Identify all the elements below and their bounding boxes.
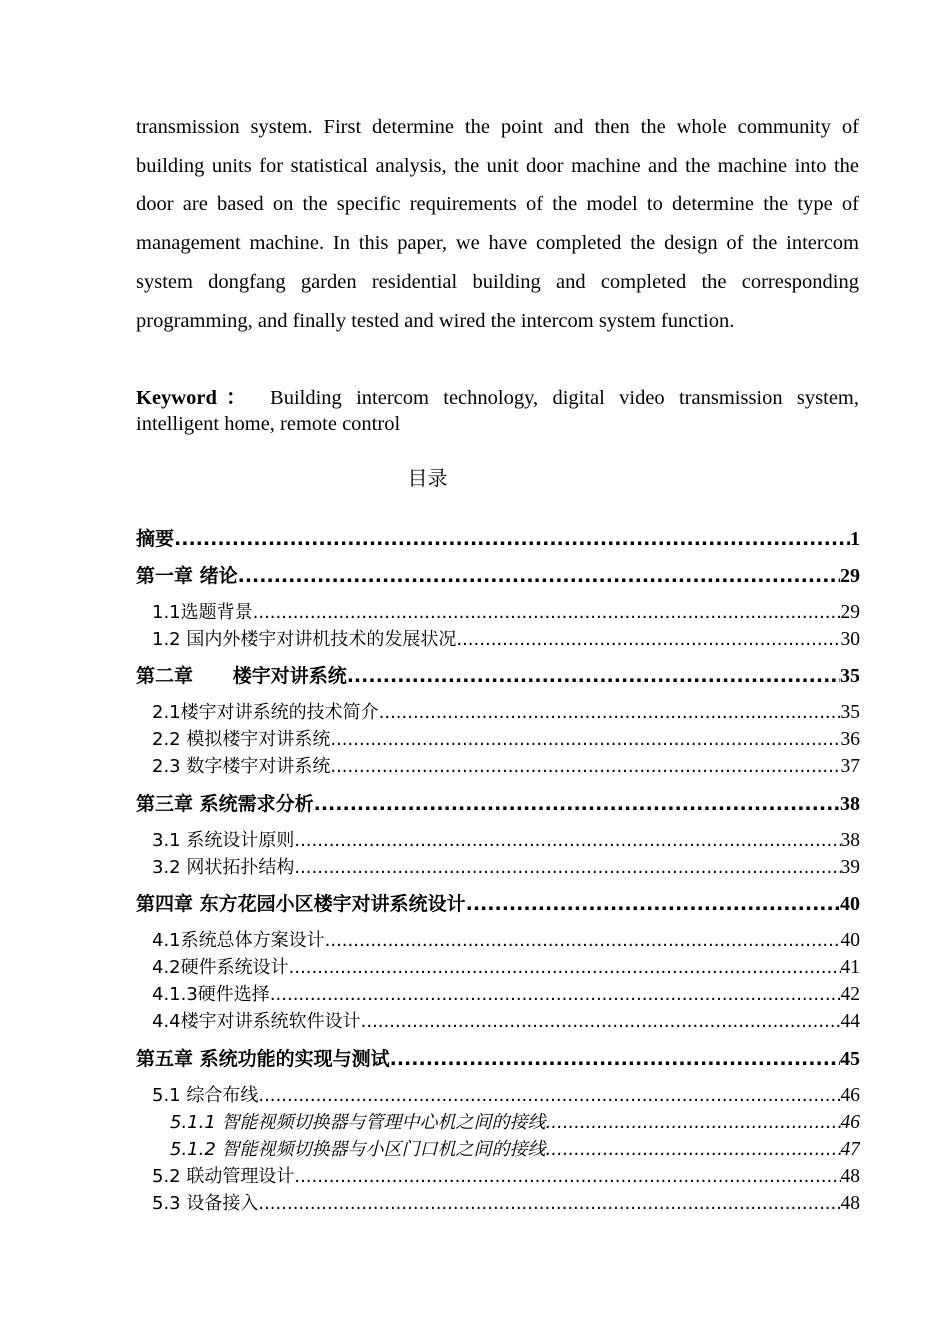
toc-entry-page: 46 <box>840 1085 860 1106</box>
abstract-paragraph: transmission system. First determine the point and then the whole community of building units for statistical analysis, the unit door machine and the machine into the door are based on the specific requirements of the model to determine the type of management machine. In this paper, we have completed the design of the intercom system dongfang garden residential building and completed the corresponding programming, and finally tested and wired the intercom system function. <box>136 116 859 332</box>
toc-entry-page: 41 <box>840 957 860 978</box>
toc-entry-title: 5.2 联动管理设计 <box>152 1166 295 1187</box>
toc-entry-page: 38 <box>840 793 860 815</box>
toc-entry-title: 第二章 楼宇对讲系统 <box>136 665 347 687</box>
toc-leader-dots <box>546 1112 841 1133</box>
toc-leader-dots <box>270 984 841 1005</box>
toc-entry[interactable] <box>152 1007 860 1033</box>
toc-entry-title: 4.1.3硬件选择 <box>152 984 270 1005</box>
toc-leader-dots <box>253 602 841 623</box>
toc-entry[interactable] <box>136 661 860 688</box>
toc-entry-title: 4.1系统总体方案设计 <box>152 930 325 951</box>
toc-leader-dots <box>330 756 840 777</box>
toc-entry[interactable] <box>152 953 860 979</box>
toc-entry-page: 47 <box>840 1139 860 1160</box>
toc-entry-page: 35 <box>840 702 860 723</box>
toc-entry[interactable] <box>152 725 860 751</box>
toc-leader-dots <box>294 857 840 878</box>
toc-entry-title: 5.1 综合布线 <box>152 1085 259 1106</box>
toc-leader-dots <box>294 830 840 851</box>
toc-leader-dots <box>466 893 840 915</box>
toc-leader-dots <box>546 1139 841 1160</box>
toc-entry-page: 45 <box>840 1048 860 1070</box>
toc-leader-dots <box>238 565 840 587</box>
toc-entry[interactable] <box>136 1044 860 1071</box>
toc-entry-page: 48 <box>840 1166 860 1187</box>
keywords-label: Keyword： <box>136 387 256 409</box>
toc-entry[interactable] <box>152 698 860 724</box>
toc-entry-page: 29 <box>840 565 860 587</box>
toc-entry[interactable] <box>152 752 860 778</box>
toc-entry-page: 40 <box>840 893 860 915</box>
toc-entry-title: 4.4楼宇对讲系统软件设计 <box>152 1011 361 1032</box>
toc-entry[interactable] <box>136 524 860 551</box>
toc-leader-dots <box>456 629 840 650</box>
toc-leader-dots <box>174 528 850 550</box>
toc-entry[interactable] <box>136 889 860 916</box>
toc-entry-title: 1.1选题背景 <box>152 602 253 623</box>
toc-entry-page: 42 <box>840 984 860 1005</box>
toc-entry-title: 第五章 系统功能的实现与测试 <box>136 1048 390 1070</box>
toc-entry-page: 44 <box>840 1011 860 1032</box>
toc-entry[interactable] <box>152 1162 860 1188</box>
toc-entry-page: 46 <box>840 1112 860 1133</box>
toc-entry[interactable] <box>136 561 860 588</box>
toc-entry[interactable] <box>170 1108 860 1134</box>
toc-entry[interactable] <box>152 1189 860 1215</box>
toc-entry-title: 5.3 设备接入 <box>152 1193 259 1214</box>
toc-entry-page: 37 <box>840 756 860 777</box>
keywords-line <box>136 385 859 437</box>
toc-entry-page: 35 <box>840 665 860 687</box>
toc-entry-title: 2.2 模拟楼宇对讲系统 <box>152 729 331 750</box>
toc-entry-title: 5.1.1 智能视频切换器与管理中心机之间的接线 <box>170 1112 546 1133</box>
toc-leader-dots <box>258 1085 840 1106</box>
toc-leader-dots <box>289 957 841 978</box>
toc-entry-title: 3.2 网状拓扑结构 <box>152 857 295 878</box>
toc-entry-page: 48 <box>840 1193 860 1214</box>
toc-entry[interactable] <box>170 1135 860 1161</box>
toc-leader-dots <box>330 729 840 750</box>
toc-leader-dots <box>347 665 840 687</box>
keywords-text: Building intercom technology, digital video transmission system, intelligent home, remote control <box>136 387 859 435</box>
toc-entry-title: 第一章 绪论 <box>136 565 238 587</box>
toc-title: 目录 <box>407 466 448 490</box>
toc-entry[interactable] <box>152 826 860 852</box>
toc-entry[interactable] <box>152 1081 860 1107</box>
toc-entry-page: 38 <box>840 830 860 851</box>
toc-entry[interactable] <box>152 598 860 624</box>
toc-leader-dots <box>390 1048 840 1070</box>
toc-entry-page: 36 <box>840 729 860 750</box>
toc-leader-dots <box>294 1166 840 1187</box>
toc-entry-title: 1.2 国内外楼宇对讲机技术的发展状况 <box>152 629 457 650</box>
toc-leader-dots <box>361 1011 841 1032</box>
toc-entry[interactable] <box>152 853 860 879</box>
toc-entry[interactable] <box>136 789 860 816</box>
toc-entry-title: 2.1楼宇对讲系统的技术简介 <box>152 702 379 723</box>
toc-entry-page: 29 <box>840 602 860 623</box>
toc-entry-title: 4.2硬件系统设计 <box>152 957 289 978</box>
toc-leader-dots <box>258 1193 840 1214</box>
toc-entry-page: 40 <box>840 930 860 951</box>
toc-entry-title: 第四章 东方花园小区楼宇对讲系统设计 <box>136 893 466 915</box>
toc-entry-title: 2.3 数字楼宇对讲系统 <box>152 756 331 777</box>
toc-leader-dots <box>379 702 841 723</box>
toc-leader-dots <box>314 793 840 815</box>
toc-entry-page: 39 <box>840 857 860 878</box>
toc-entry-page: 30 <box>840 629 860 650</box>
toc-entry[interactable] <box>152 926 860 952</box>
toc-entry[interactable] <box>152 980 860 1006</box>
toc-entry-title: 第三章 系统需求分析 <box>136 793 314 815</box>
toc-entry-title: 3.1 系统设计原则 <box>152 830 295 851</box>
toc-entry[interactable] <box>152 625 860 651</box>
toc-entry-title: 5.1.2 智能视频切换器与小区门口机之间的接线 <box>170 1139 546 1160</box>
toc-leader-dots <box>325 930 841 951</box>
toc-entry-page: 1 <box>850 528 860 550</box>
toc-entry-title: 摘要 <box>136 528 175 550</box>
